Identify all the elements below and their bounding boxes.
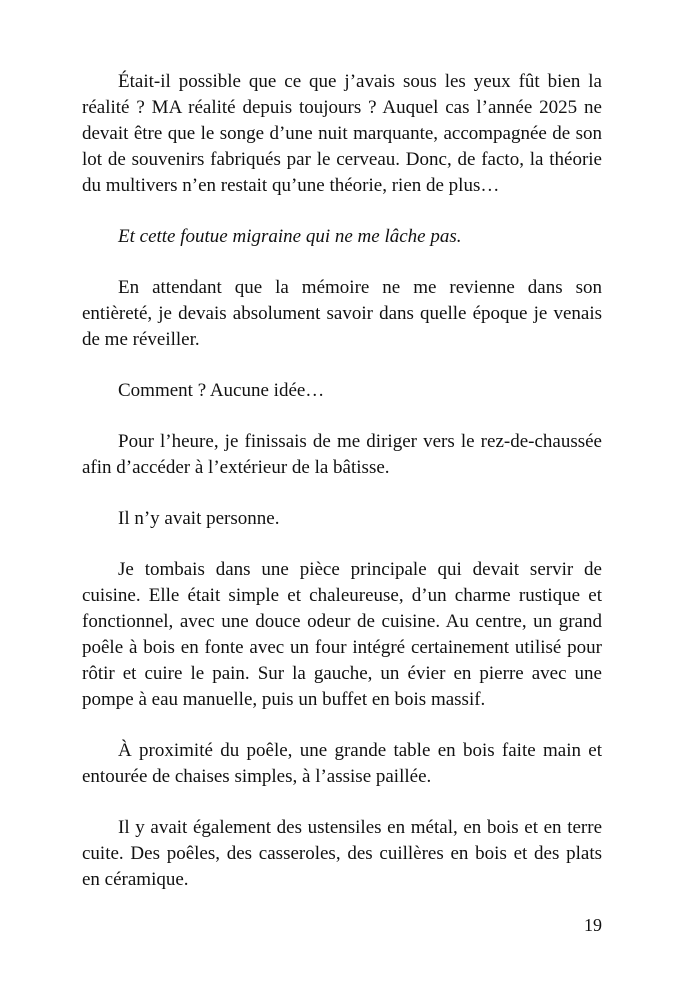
paragraph: Était-il possible que ce que j’avais sous les yeux fût bien la réalité ? MA réalité depuis toujours ? Auquel cas l’année 2025 ne devait être que le songe d’une nuit marquante, accompagnée de son lot de souvenirs fabriqués par le cerveau. Donc, de facto, la théorie du multivers n’en restait qu’une théorie, rien de plus…: [82, 71, 602, 196]
paragraph: Il n’y avait personne.: [118, 508, 280, 529]
italic-thought-paragraph: Et cette foutue migraine qui ne me lâche pas.: [118, 226, 462, 247]
page-number: 19: [584, 915, 602, 935]
body-text: [82, 69, 602, 918]
paragraph: À proximité du poêle, une grande table en bois faite main et entourée de chaises simples, à l’assise paillée.: [82, 740, 602, 787]
paragraph: Pour l’heure, je finissais de me diriger vers le rez-de-chaussée afin d’accéder à l’extérieur de la bâtisse.: [82, 431, 602, 478]
paragraph: Je tombais dans une pièce principale qui devait servir de cuisine. Elle était simple et chaleureuse, d’un charme rustique et fonctionnel, avec une douce odeur de cuisine. Au centre, un grand poêle à bois en fonte avec un four intégré certainement utilisé pour rôtir et cuire le pain. Sur la gauche, un évier en pierre avec une pompe à eau manuelle, puis un buffet en bois massif.: [82, 559, 602, 710]
paragraph: Comment ? Aucune idée…: [118, 380, 325, 401]
paragraph: Il y avait également des ustensiles en métal, en bois et en terre cuite. Des poêles, des casseroles, des cuillères en bois et des plats en céramique.: [82, 817, 602, 890]
paragraph: En attendant que la mémoire ne me revienne dans son entièreté, je devais absolument savoir dans quelle époque je venais de me réveiller.: [82, 277, 602, 350]
